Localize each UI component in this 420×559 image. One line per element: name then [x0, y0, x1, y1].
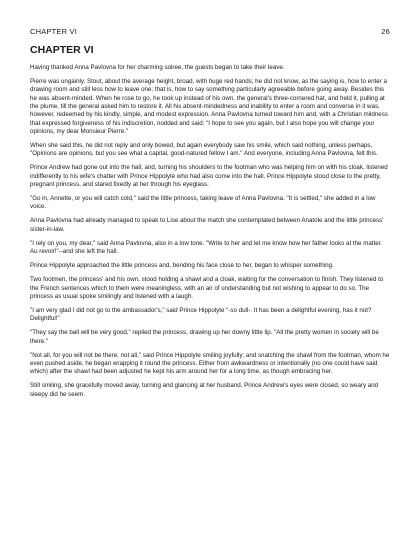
paragraph: Having thanked Anna Pavlovna for her charming soiree, the guests began to take their leave. — [30, 64, 285, 71]
paragraph: "Not all, for you will not be there; not all," said Prince Hippolyte smiling joyfully; and snatching the shawl from the footman, whom he even pushed aside, he began wrapping it round the princess. Either from awkwardness or intentionally (no one could have said which) after the shawl had been adjusted he kept his arm around her for a long time, as though embracing her. — [30, 351, 390, 376]
paragraph: Anna Pavlovna had already managed to speak to Lise about the match she contemplated between Anatole and the little princess' sister-in-law. — [30, 217, 384, 233]
paragraph: Still smiling, she gracefully moved away, turning and glancing at her husband. Prince Andrew's eyes were closed, so weary and sleepy did he seem. — [30, 382, 379, 398]
body-text — [30, 64, 390, 399]
paragraph: Pierre was ungainly. Stout, about the average height, broad, with huge red hands; he did not know, as the saying is, how to enter a drawing room and still less how to leave one; that is, how to say something particularly agreeable before going away. Besides this he was absent-minded. When he rose to go, he took up instead of his own, the general's three-cornered hat, and held it, pulling at the plume, till the general asked him to restore it. All his absent-mindedness and inability to enter a room and converse in it was, however, redeemed by his kindly, simple, and modest expression. Anna Pavlovna turned toward him and, with a Christian mildness that expressed forgiveness of his indiscretion, nodded and said: "I hope to see you again, but I also hope you will change your opinions, my dear Monsieur Pierre." — [30, 78, 388, 135]
page-number: 26 — [381, 27, 390, 36]
paragraph: "I rely on you, my dear," said Anna Pavlovna, also in a low tone. "Write to her and let me know how her father looks at the matter. Au revoir!"--and she left the hall. — [30, 239, 383, 256]
paragraph: "Go in, Annette, or you will catch cold," said the little princess, taking leave of Anna Pavlovna. "It is settled," she added in a low voice. — [30, 195, 376, 211]
paragraph: "I am very glad I did not go to the ambassador's," said Prince Hippolyte "-so dull-. It has been a delightful evening, has it not? Delightful!" — [30, 307, 372, 323]
paragraph: "They say the ball will be very good," replied the princess, drawing up her downy little lip. "All the pretty women in society will be there." — [30, 329, 379, 345]
paragraph: Prince Andrew had gone out into the hall, and, turning his shoulders to the footman who was helping him on with his cloak, listened indifferently to his wife's chatter with Prince Hippolyte who had also come into the hall. Prince Hippolyte stood close to the pretty, pregnant princess, and stared fixedly at her through his eyeglass. — [30, 164, 388, 188]
running-title: CHAPTER VI — [30, 27, 78, 36]
paragraph: When she said this, he did not reply and only bowed, but again everybody saw his smile, which said nothing, unless perhaps, "Opinions are opinions, but you see what a capital, good-natured fellow I am." And everyone, including Anna Pavlovna, felt this. — [30, 141, 378, 158]
chapter-title: CHAPTER VI — [30, 44, 94, 56]
paragraph: Two footmen, the princess' and his own, stood holding a shawl and a cloak, waiting for the conversation to finish. They listened to the French sentences which to them were meaningless, with an air of understanding but not wishing to appear to do so. The princess as usual spoke smilingly and listened with a laugh. — [30, 276, 384, 300]
paragraph: Prince Hippolyte approached the little princess and, bending his face close to her, began to whisper something. — [30, 262, 334, 270]
running-header — [30, 27, 390, 36]
